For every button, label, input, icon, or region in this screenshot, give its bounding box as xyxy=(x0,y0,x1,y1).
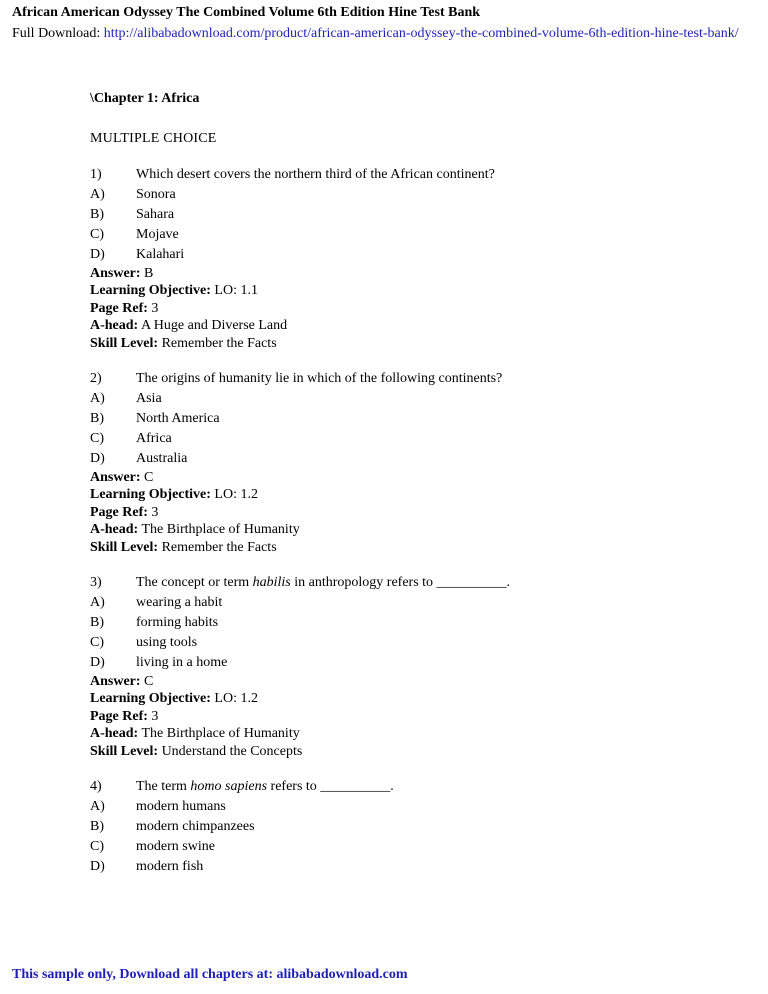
question-text: The origins of humanity lie in which of the following continents? xyxy=(136,371,503,387)
option-a xyxy=(90,185,750,205)
option-letter: D) xyxy=(90,451,105,467)
full-download-label: Full Download: xyxy=(12,26,101,41)
question-number: 1) xyxy=(90,167,102,182)
question-3 xyxy=(90,573,750,760)
answer-line xyxy=(90,673,750,690)
answer-line xyxy=(90,265,750,282)
skill-level-value: Understand the Concepts xyxy=(161,743,303,759)
option-letter: D) xyxy=(90,247,105,262)
question-text xyxy=(136,777,750,797)
document-body xyxy=(90,90,750,877)
option-b xyxy=(90,205,750,225)
a-head-value: The Birthplace of Humanity xyxy=(141,522,300,538)
option-letter: D) xyxy=(90,859,105,875)
question-number: 3) xyxy=(90,575,102,591)
question-number: 2) xyxy=(90,371,102,387)
page-ref-line xyxy=(90,708,750,725)
question-2 xyxy=(90,369,750,556)
question-text-part: The term xyxy=(136,779,191,795)
page-header xyxy=(12,4,764,44)
a-head-label: A-head: xyxy=(90,726,139,742)
skill-level-value: Remember the Facts xyxy=(161,539,277,555)
option-text: living in a home xyxy=(136,655,228,671)
option-letter: B) xyxy=(90,207,104,222)
skill-level-line xyxy=(90,743,750,760)
page-ref-value: 3 xyxy=(151,300,159,316)
option-b xyxy=(90,409,750,429)
option-letter: A) xyxy=(90,799,105,815)
learning-objective-label: Learning Objective: xyxy=(90,691,211,707)
page-ref-line xyxy=(90,300,750,317)
page-ref-label: Page Ref: xyxy=(90,504,148,520)
learning-objective-label: Learning Objective: xyxy=(90,283,211,299)
option-letter: B) xyxy=(90,615,104,631)
skill-level-label: Skill Level: xyxy=(90,743,159,759)
learning-objective-value: LO: 1.2 xyxy=(214,691,258,707)
option-text: forming habits xyxy=(136,615,219,631)
option-c xyxy=(90,225,750,245)
option-letter: C) xyxy=(90,635,104,651)
option-text: wearing a habit xyxy=(136,595,223,611)
option-letter: A) xyxy=(90,187,105,202)
page-ref-value: 3 xyxy=(151,504,159,520)
option-letter: D) xyxy=(90,655,105,671)
option-text: Asia xyxy=(136,391,162,407)
a-head-value: A Huge and Diverse Land xyxy=(140,318,288,334)
option-d xyxy=(90,245,750,265)
option-letter: A) xyxy=(90,391,105,407)
a-head-label: A-head: xyxy=(90,318,139,334)
learning-objective-line xyxy=(90,282,750,299)
question-text-part: in anthropology refers to __________. xyxy=(290,575,511,591)
option-text: using tools xyxy=(136,635,198,651)
footer-download-notice[interactable]: This sample only, Download all chapters at: alibabadownload.com xyxy=(12,967,408,982)
a-head-line xyxy=(90,521,750,538)
full-download-line xyxy=(12,24,764,44)
question-stem xyxy=(90,369,750,389)
question-term: homo sapiens xyxy=(190,779,268,795)
learning-objective-line xyxy=(90,486,750,503)
document-title: African American Odyssey The Combined Volume 6th Edition Hine Test Bank xyxy=(12,5,481,20)
page-ref-value: 3 xyxy=(151,708,159,724)
a-head-line xyxy=(90,317,750,334)
option-text: modern swine xyxy=(136,839,215,855)
download-link[interactable]: http://alibabadownload.com/product/african-american-odyssey-the-combined-volume-6th-edition-hine-test-bank/ xyxy=(103,26,739,41)
skill-level-label: Skill Level: xyxy=(90,539,159,555)
question-1 xyxy=(90,165,750,352)
question-stem xyxy=(90,165,750,185)
option-a xyxy=(90,389,750,409)
a-head-line xyxy=(90,725,750,742)
option-a xyxy=(90,797,750,817)
option-letter: A) xyxy=(90,595,105,611)
option-text: modern humans xyxy=(136,799,226,815)
option-d xyxy=(90,449,750,469)
learning-objective-value: LO: 1.2 xyxy=(214,487,258,503)
option-c xyxy=(90,837,750,857)
option-d xyxy=(90,857,750,877)
option-text: Australia xyxy=(136,451,188,467)
answer-label: Answer: xyxy=(90,470,141,486)
option-text: Mojave xyxy=(136,227,179,242)
option-text: North America xyxy=(136,411,220,427)
question-term: habilis xyxy=(252,575,291,591)
question-stem xyxy=(90,573,750,593)
question-text-part: The concept or term xyxy=(136,575,253,591)
question-text xyxy=(136,573,750,593)
option-b xyxy=(90,613,750,633)
option-c xyxy=(90,633,750,653)
option-text: Kalahari xyxy=(136,247,185,262)
option-d xyxy=(90,653,750,673)
option-letter: B) xyxy=(90,819,104,835)
a-head-label: A-head: xyxy=(90,522,139,538)
option-letter: C) xyxy=(90,227,104,242)
option-text: modern chimpanzees xyxy=(136,819,255,835)
skill-level-line xyxy=(90,539,750,556)
option-text: Sahara xyxy=(136,207,175,222)
answer-label: Answer: xyxy=(90,266,141,281)
learning-objective-label: Learning Objective: xyxy=(90,487,211,503)
option-c xyxy=(90,429,750,449)
skill-level-line xyxy=(90,335,750,352)
chapter-title: \Chapter 1: Africa xyxy=(90,91,200,106)
option-text: Africa xyxy=(136,431,172,447)
page-ref-label: Page Ref: xyxy=(90,300,148,316)
answer-value: C xyxy=(144,470,154,486)
page-ref-label: Page Ref: xyxy=(90,708,148,724)
option-b xyxy=(90,817,750,837)
answer-value: C xyxy=(144,674,154,690)
learning-objective-line xyxy=(90,690,750,707)
option-letter: C) xyxy=(90,431,104,447)
a-head-value: The Birthplace of Humanity xyxy=(141,726,300,742)
option-a xyxy=(90,593,750,613)
answer-label: Answer: xyxy=(90,674,141,690)
skill-level-value: Remember the Facts xyxy=(161,335,277,351)
question-stem xyxy=(90,777,750,797)
learning-objective-value: LO: 1.1 xyxy=(214,283,258,299)
page-ref-line xyxy=(90,504,750,521)
answer-value: B xyxy=(144,266,154,281)
answer-line xyxy=(90,469,750,486)
option-text: modern fish xyxy=(136,859,204,875)
question-text-part: refers to __________. xyxy=(267,779,394,795)
skill-level-label: Skill Level: xyxy=(90,335,159,351)
option-text: Sonora xyxy=(136,187,176,202)
question-4 xyxy=(90,777,750,877)
question-text: Which desert covers the northern third of the African continent? xyxy=(136,167,495,182)
question-number: 4) xyxy=(90,779,102,795)
option-letter: C) xyxy=(90,839,104,855)
section-title: MULTIPLE CHOICE xyxy=(90,131,217,146)
option-letter: B) xyxy=(90,411,104,427)
